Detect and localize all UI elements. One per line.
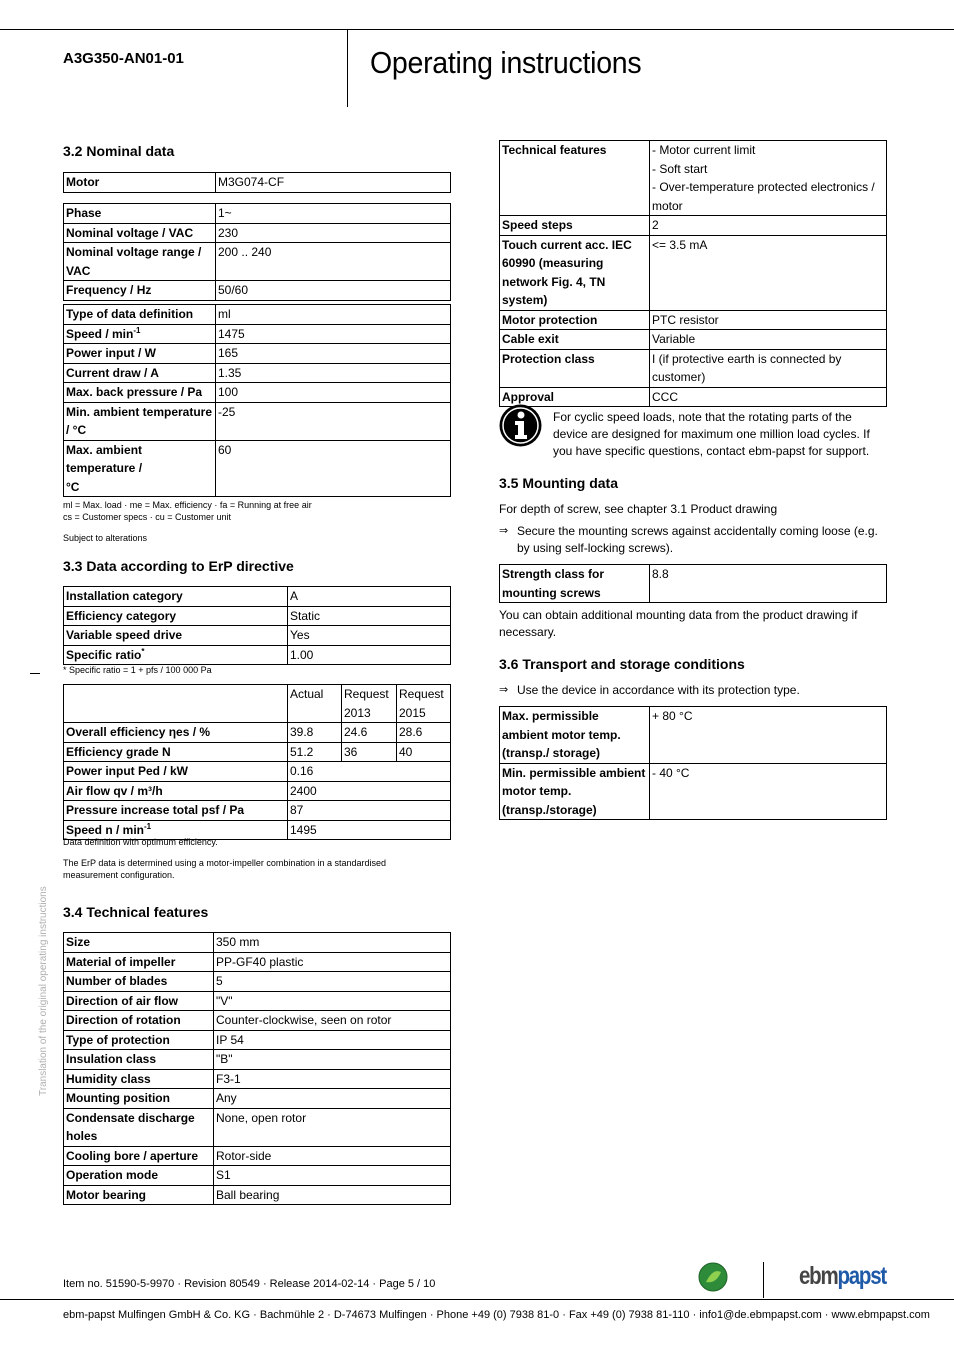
row-key: Number of blades: [64, 972, 214, 992]
table-row: [64, 305, 451, 325]
row-key: Type of data definition: [64, 305, 216, 325]
row-value: - Motor current limit - Soft start - Over-temperature protected electronics / motor: [650, 141, 887, 216]
row-key: Power input / W: [64, 344, 216, 364]
table-row: [64, 762, 451, 782]
table-row: [64, 1030, 451, 1050]
table-row: [64, 1166, 451, 1186]
table-row: [500, 763, 887, 820]
table-row: [64, 204, 451, 224]
row-value: 5: [214, 972, 451, 992]
row-key: Speed n / $\min^{-1}$: [64, 820, 288, 840]
row-value: 100: [216, 383, 451, 403]
row-key: Variable speed drive: [64, 626, 288, 646]
row-value: <= 3.5 mA: [650, 235, 887, 310]
row-key: Installation category: [64, 587, 288, 607]
technical-features-continued-table: [499, 140, 887, 407]
row-key: Mounting position: [64, 1089, 214, 1109]
cell-actual: 87: [288, 801, 451, 821]
row-key: Phase: [64, 204, 216, 224]
row-key: Direction of rotation: [64, 1011, 214, 1031]
table-row: [500, 235, 887, 310]
row-key: Protection class: [500, 349, 650, 387]
table-row: [64, 243, 451, 281]
row-key: Max. ambient temperature / °C: [64, 440, 216, 497]
row-key: Nominal voltage / VAC: [64, 223, 216, 243]
row-key: Overall efficiency ηes / %: [64, 723, 288, 743]
table-row: [64, 344, 451, 364]
row-value: Ball bearing: [214, 1185, 451, 1205]
row-key: Motor: [64, 173, 216, 193]
row-key: Max. permissible ambient motor temp. (transp./ storage): [500, 707, 650, 764]
row-key: Cable exit: [500, 330, 650, 350]
row-value: I (if protective earth is connected by customer): [650, 349, 887, 387]
table-header-row: [64, 685, 451, 723]
row-value: 350 mm: [214, 933, 451, 953]
table-row: [500, 707, 887, 764]
cell-actual: 2400: [288, 781, 451, 801]
row-key: Touch current acc. IEC 60990 (measuring network Fig. 4, TN system): [500, 235, 650, 310]
row-key: Cooling bore / aperture: [64, 1146, 214, 1166]
company-contact-info: ebm-papst Mulfingen GmbH & Co. KG · Bachmühle 2 · D-74673 Mulfingen · Phone +49 (0) 7938 81-0 · Fax +49 (0) 7938 81-110 · info1@de.ebmpapst.com · www.ebmpapst.com: [63, 1309, 930, 1321]
header-request-2013: Request 2013: [342, 685, 397, 723]
row-value: F3-1: [214, 1069, 451, 1089]
optimum-efficiency-note: Data definition with optimum efficiency.: [63, 837, 218, 847]
table-row: [64, 440, 451, 497]
table-row: [64, 1185, 451, 1205]
footer-logo-divider: [763, 1262, 764, 1298]
row-key: Motor bearing: [64, 1185, 214, 1205]
cell-2015: 40: [397, 742, 451, 762]
nominal-electrical-table: [63, 203, 451, 301]
section-3-5-heading: 3.5 Mounting data: [499, 475, 618, 491]
green-tech-badge-icon: [698, 1262, 728, 1292]
row-value: 1.00: [288, 645, 451, 665]
table-row: [64, 645, 451, 665]
protection-type-instruction: ⇒ Use the device in accordance with its protection type.: [499, 683, 800, 697]
row-value: Yes: [288, 626, 451, 646]
row-key: Type of protection: [64, 1030, 214, 1050]
info-icon: [499, 404, 542, 447]
row-key: Power input Ped / kW: [64, 762, 288, 782]
row-value: 1475: [216, 324, 451, 344]
row-key: Pressure increase total psf / Pa: [64, 801, 288, 821]
row-key: Direction of air flow: [64, 991, 214, 1011]
data-definition-legend-2: cs = Customer specs · cu = Customer unit: [63, 512, 232, 522]
arrow-right-icon: ⇒: [499, 684, 509, 696]
cell-2013: 36: [342, 742, 397, 762]
row-value: PP-GF40 plastic: [214, 952, 451, 972]
row-key: Efficiency grade N: [64, 742, 288, 762]
table-row: [64, 781, 451, 801]
row-value: Variable: [650, 330, 887, 350]
table-row: [64, 991, 451, 1011]
section-3-4-heading: 3.4 Technical features: [63, 904, 209, 920]
table-row: [500, 387, 887, 407]
row-value: 1.35: [216, 363, 451, 383]
row-key: Material of impeller: [64, 952, 214, 972]
table-row: [64, 952, 451, 972]
row-key: Specific ratio*: [64, 645, 288, 665]
mounting-screws-table: [499, 564, 887, 603]
table-row: [64, 742, 451, 762]
row-key: Max. back pressure / Pa: [64, 383, 216, 403]
row-value: Static: [288, 606, 451, 626]
row-value: PTC resistor: [650, 310, 887, 330]
row-key: Air flow qv / m³/h: [64, 781, 288, 801]
section-3-2-heading: 3.2 Nominal data: [63, 143, 175, 159]
table-row: [64, 933, 451, 953]
row-key: Approval: [500, 387, 650, 407]
table-row: [64, 363, 451, 383]
table-row: [64, 324, 451, 344]
row-key: Speed steps: [500, 216, 650, 236]
ebmpapst-logo: ebmpapst: [799, 1262, 886, 1290]
header-request-2015: Request 2015: [397, 685, 451, 723]
row-value: M3G074-CF: [216, 173, 451, 193]
cell-2013: 24.6: [342, 723, 397, 743]
table-row: [64, 402, 451, 440]
cyclic-load-notice: For cyclic speed loads, note that the rotating parts of the device are designed for maximum one million load cycles. If you have specific questions, contact ebm-papst for support.: [553, 410, 870, 458]
item-revision-info: Item no. 51590-5-9970 · Revision 80549 · Release 2014-02-14 · Page 5 / 10: [63, 1278, 436, 1290]
row-key: Min. ambient temperature / °C: [64, 402, 216, 440]
row-value: -25: [216, 402, 451, 440]
row-value: IP 54: [214, 1030, 451, 1050]
erp-category-table: [63, 586, 451, 665]
subject-to-alterations: Subject to alterations: [63, 533, 148, 543]
table-row: [500, 330, 887, 350]
row-value: Counter-clockwise, seen on rotor: [214, 1011, 451, 1031]
table-row: [64, 1050, 451, 1070]
table-row: [64, 801, 451, 821]
motor-table: [63, 172, 451, 193]
table-row: [64, 223, 451, 243]
row-value: Any: [214, 1089, 451, 1109]
row-key: Current draw / A: [64, 363, 216, 383]
row-key: Technical features: [500, 141, 650, 216]
table-row: [500, 141, 887, 216]
table-row: [64, 173, 451, 193]
transport-storage-table: [499, 706, 887, 820]
nominal-performance-table: [63, 304, 451, 497]
footer-rule: [0, 1299, 954, 1300]
cell-actual: 39.8: [288, 723, 342, 743]
header-empty: [64, 685, 288, 723]
data-definition-legend-1: ml = Max. load · me = Max. efficiency · fa = Running at free air: [63, 500, 312, 510]
row-key: Motor protection: [500, 310, 650, 330]
row-value: 1~: [216, 204, 451, 224]
row-key: Frequency / Hz: [64, 281, 216, 301]
section-3-6-heading: 3.6 Transport and storage conditions: [499, 656, 745, 672]
row-value: ml: [216, 305, 451, 325]
header-top-rule: [0, 29, 954, 30]
table-row: [64, 606, 451, 626]
specific-ratio-note: * Specific ratio = 1 + pfs / 100 000 Pa: [63, 665, 212, 675]
margin-tick: [30, 673, 40, 674]
erp-efficiency-table: [63, 684, 451, 840]
row-key: Strength class for mounting screws: [500, 565, 650, 603]
cell-actual: 1495: [288, 820, 451, 840]
table-row: [500, 310, 887, 330]
page-title: Operating instructions: [370, 45, 642, 80]
translation-side-note: Translation of the original operating instructions: [38, 886, 49, 1096]
row-key: Operation mode: [64, 1166, 214, 1186]
row-value: 50/60: [216, 281, 451, 301]
row-value: None, open rotor: [214, 1108, 451, 1146]
erp-measurement-note: The ErP data is determined using a motor-impeller combination in a standardised measurement configuration.: [63, 858, 387, 880]
arrow-right-icon: ⇒: [499, 525, 509, 537]
row-value: 60: [216, 440, 451, 497]
table-row: [500, 565, 887, 603]
table-row: [64, 626, 451, 646]
row-key: Efficiency category: [64, 606, 288, 626]
table-row: [500, 349, 887, 387]
table-row: [64, 1108, 451, 1146]
row-key: Nominal voltage range / VAC: [64, 243, 216, 281]
table-row: [64, 972, 451, 992]
table-row: [500, 216, 887, 236]
table-row: [64, 1069, 451, 1089]
cell-actual: 51.2: [288, 742, 342, 762]
table-row: [64, 1146, 451, 1166]
row-value: 230: [216, 223, 451, 243]
secure-screws-instruction: ⇒ Secure the mounting screws against accidentally coming loose (e.g. by using self-locking screws).: [499, 524, 878, 555]
table-row: [64, 1011, 451, 1031]
table-row: [64, 383, 451, 403]
row-value: S1: [214, 1166, 451, 1186]
row-key: Condensate discharge holes: [64, 1108, 214, 1146]
row-value: 200 .. 240: [216, 243, 451, 281]
table-row: [64, 281, 451, 301]
table-row: [64, 723, 451, 743]
cell-2015: 28.6: [397, 723, 451, 743]
header-divider: [347, 29, 348, 107]
row-key: Humidity class: [64, 1069, 214, 1089]
row-value: 165: [216, 344, 451, 364]
row-key: Insulation class: [64, 1050, 214, 1070]
model-number: A3G350-AN01-01: [63, 50, 184, 67]
table-row: [64, 587, 451, 607]
row-value: + 80 °C: [650, 707, 887, 764]
section-3-3-heading: 3.3 Data according to ErP directive: [63, 558, 294, 574]
row-value: - 40 °C: [650, 763, 887, 820]
row-value: "B": [214, 1050, 451, 1070]
additional-mounting-data-text: You can obtain additional mounting data from the product drawing if necessary.: [499, 608, 858, 639]
cell-actual: 0.16: [288, 762, 451, 782]
row-value: CCC: [650, 387, 887, 407]
technical-features-table: [63, 932, 451, 1205]
table-row: [64, 1089, 451, 1109]
row-value: "V": [214, 991, 451, 1011]
row-key: Size: [64, 933, 214, 953]
row-value: 2: [650, 216, 887, 236]
row-value: 8.8: [650, 565, 887, 603]
row-key: Speed / $\min^{-1}$: [64, 324, 216, 344]
screw-depth-text: For depth of screw, see chapter 3.1 Product drawing: [499, 502, 778, 516]
row-key: Min. permissible ambient motor temp. (transp./storage): [500, 763, 650, 820]
row-value: Rotor-side: [214, 1146, 451, 1166]
row-value: A: [288, 587, 451, 607]
header-actual: Actual: [288, 685, 342, 723]
